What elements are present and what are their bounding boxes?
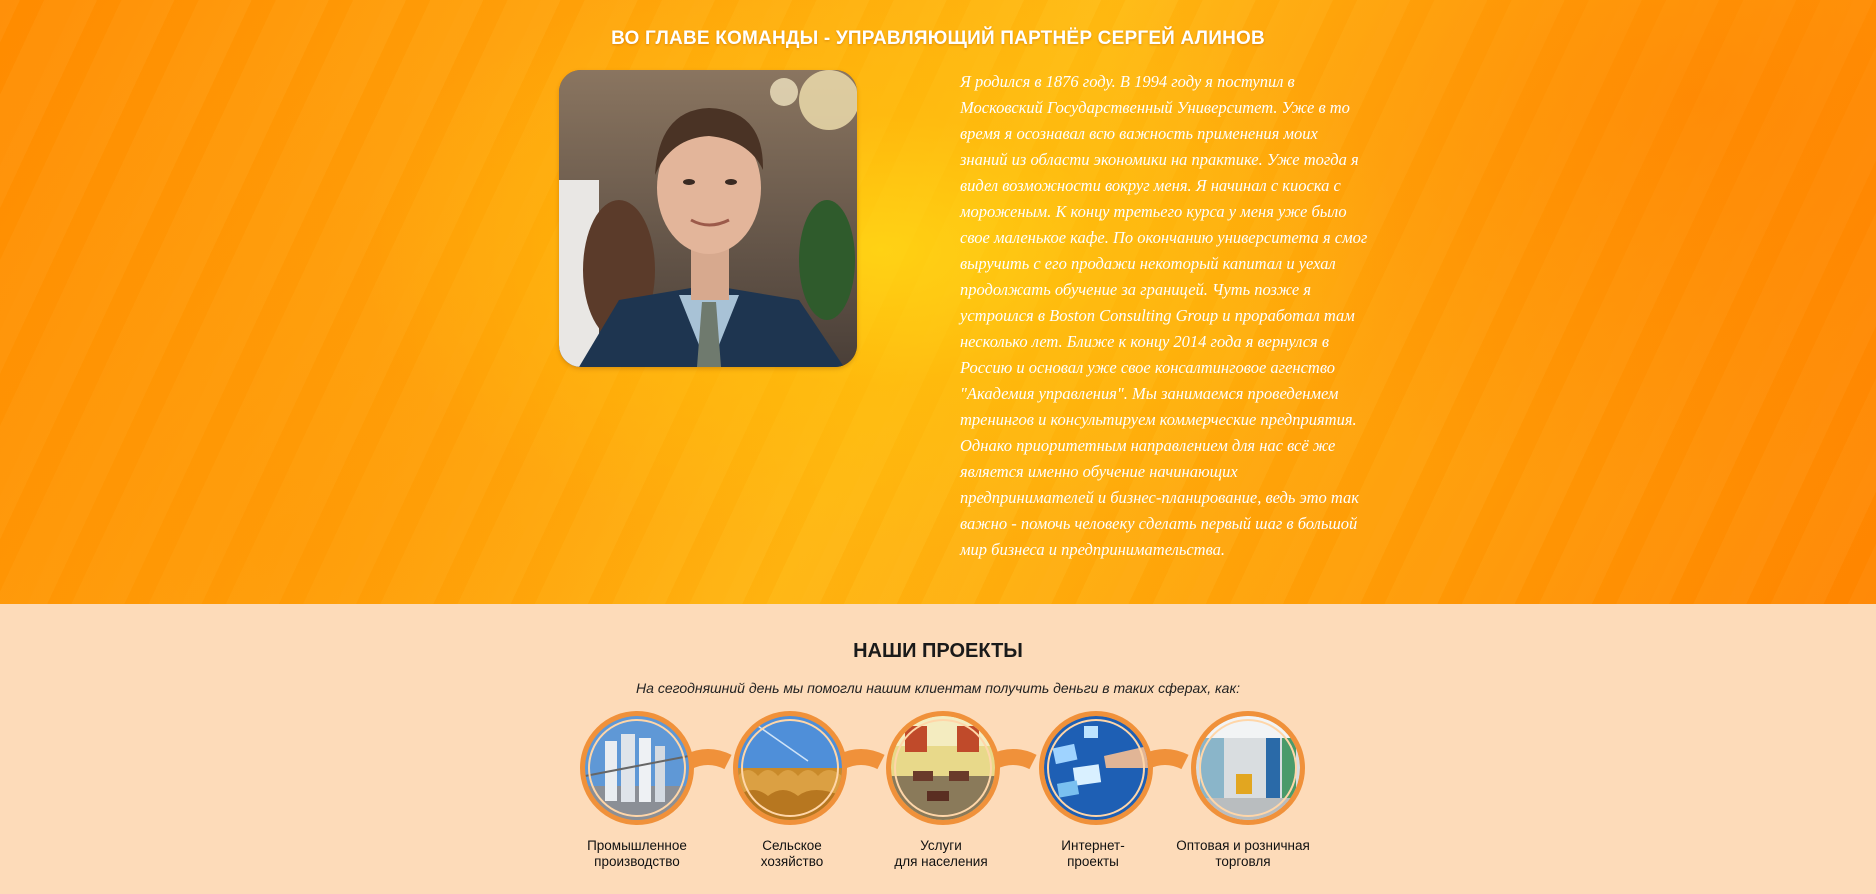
- partner-biography: [960, 69, 1415, 563]
- bio-line: несколько лет. Ближе к концу 2014 года я вернулся в: [960, 332, 1329, 351]
- project-agriculture-image[interactable]: [733, 711, 847, 825]
- bio-line: Московский Государственный Университет. Уже в то: [960, 98, 1350, 117]
- team-lead-heading: ВО ГЛАВЕ КОМАНДЫ - УПРАВЛЯЮЩИЙ ПАРТНЁР СЕРГЕЙ АЛИНОВ: [611, 28, 1265, 49]
- bio-line: предпринимателей и бизнес-планирование, ведь это так: [960, 488, 1359, 507]
- projects-subtitle: На сегодняшний день мы помогли нашим клиентам получить деньги в таких сферах, как:: [636, 680, 1240, 696]
- bio-line: устроился в Boston Consulting Group и проработал там: [960, 306, 1355, 325]
- partner-photo: [559, 70, 857, 367]
- project-services-image[interactable]: [886, 711, 1000, 825]
- bio-line: "Академия управления". Мы занимаемся проведенмем: [960, 384, 1339, 403]
- project-label-industrial[interactable]: Промышленное производство: [587, 838, 687, 869]
- bio-line: Однако приоритетным направлением для нас всё же: [960, 436, 1336, 455]
- bio-line: продолжать обучение за границей. Чуть позже я: [960, 280, 1312, 299]
- projects-heading: НАШИ ПРОЕКТЫ: [853, 640, 1023, 662]
- bio-line: свое маленькое кафе. По окончанию университета я смог: [960, 228, 1368, 247]
- project-label-services[interactable]: Услуги для населения: [894, 838, 988, 869]
- project-label-agriculture[interactable]: Сельское хозяйство: [760, 838, 824, 869]
- bio-line: тренингов и консультируем коммерческие предприятия.: [960, 410, 1357, 429]
- bio-line: мир бизнеса и предпринимательства.: [960, 540, 1225, 559]
- project-label-trade[interactable]: Оптовая и розничная торговля: [1176, 838, 1310, 869]
- bio-line: является именно обучение начинающих: [960, 462, 1238, 481]
- project-trade-image[interactable]: [1191, 711, 1305, 825]
- bio-line: Россию и основал уже свое консалтинговое агенство: [960, 358, 1336, 377]
- bio-line: мороженым. К концу третьего курса у меня уже было: [960, 202, 1347, 221]
- bio-line: видел возможности вокруг меня. Я начинал с киоска с: [960, 176, 1341, 195]
- bio-line: важно - помочь человеку сделать первый шаг в большой: [960, 514, 1358, 533]
- project-industrial-image[interactable]: [580, 711, 694, 825]
- bio-line: Я родился в 1876 году. В 1994 году я поступил в: [960, 72, 1295, 91]
- bio-line: знаний из области экономики на практике. Уже тогда я: [960, 150, 1359, 169]
- project-internet-image[interactable]: [1039, 711, 1153, 825]
- project-label-internet[interactable]: Интернет- проекты: [1061, 838, 1125, 869]
- bio-line: время я осознавал всю важность применения моих: [960, 124, 1318, 143]
- bio-line: выручить с его продажи некоторый капитал и уехал: [960, 254, 1336, 273]
